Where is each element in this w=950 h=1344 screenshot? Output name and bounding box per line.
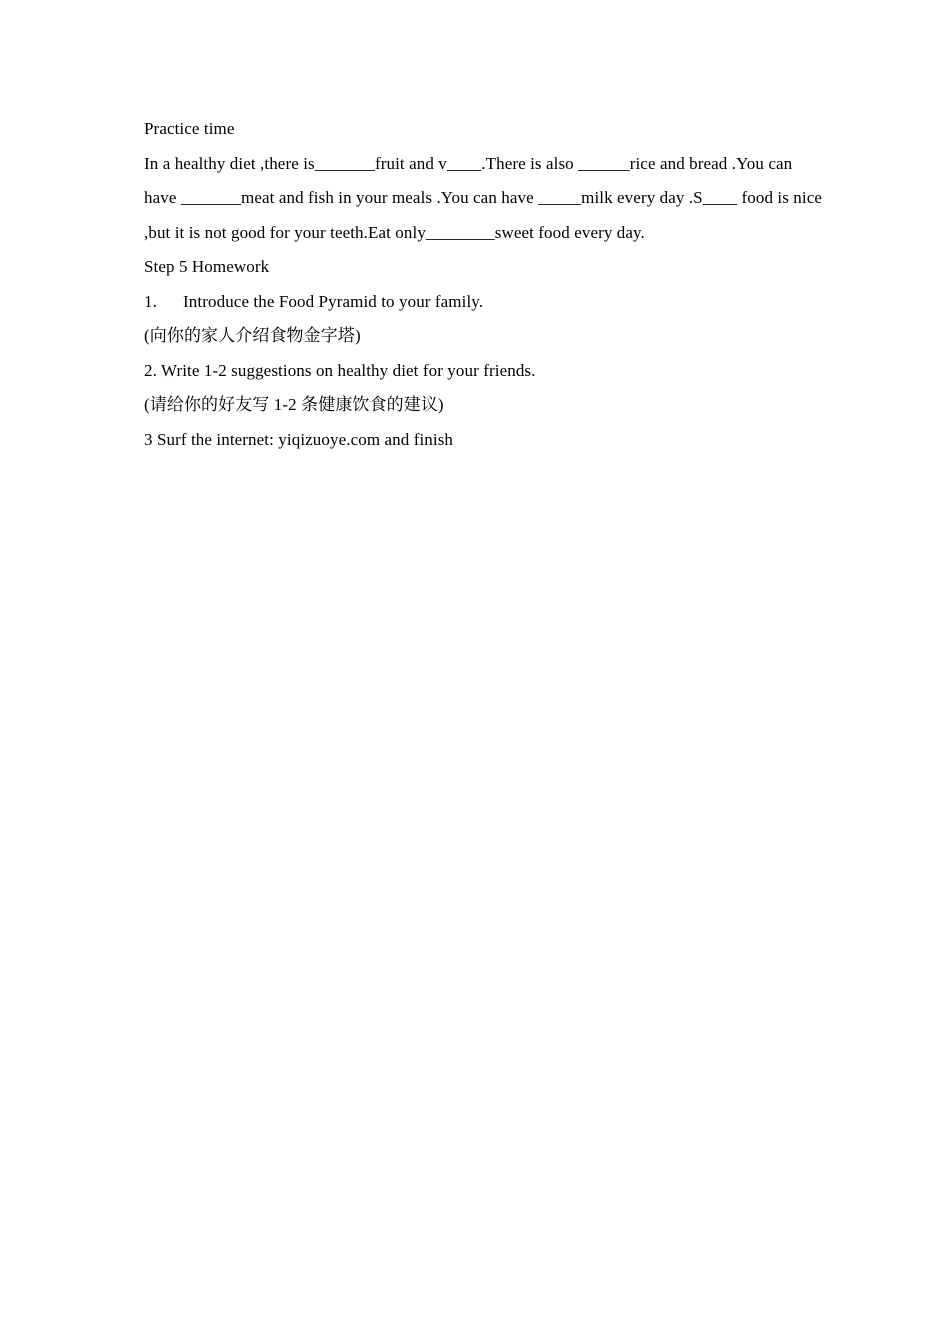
homework-heading: Step 5 Homework (144, 257, 270, 276)
homework-item-1: 1. Introduce the Food Pyramid to your family. (144, 291, 484, 311)
document-content (144, 112, 850, 457)
homework-item-2-chinese: (请给你的好友写 1-2 条健康饮食的建议) (144, 395, 444, 414)
practice-heading: Practice time (144, 119, 235, 138)
homework-item-2: 2. Write 1-2 suggestions on healthy diet for your friends. (144, 360, 536, 380)
homework-item-3: 3 Surf the internet: yiqizuoye.com and finish (144, 429, 454, 449)
cloze-paragraph-line-1: In a healthy diet ,there is_______fruit and v____.There is also ______rice and bread .You can (144, 153, 793, 173)
cloze-paragraph-line-2: have _______meat and fish in your meals .You can have _____milk every day .S____ food is nice (144, 188, 823, 207)
cloze-paragraph-line-3: ,but it is not good for your teeth.Eat only________sweet food every day. (144, 222, 645, 242)
homework-item-1-chinese: (向你的家人介绍食物金字塔) (144, 326, 361, 345)
